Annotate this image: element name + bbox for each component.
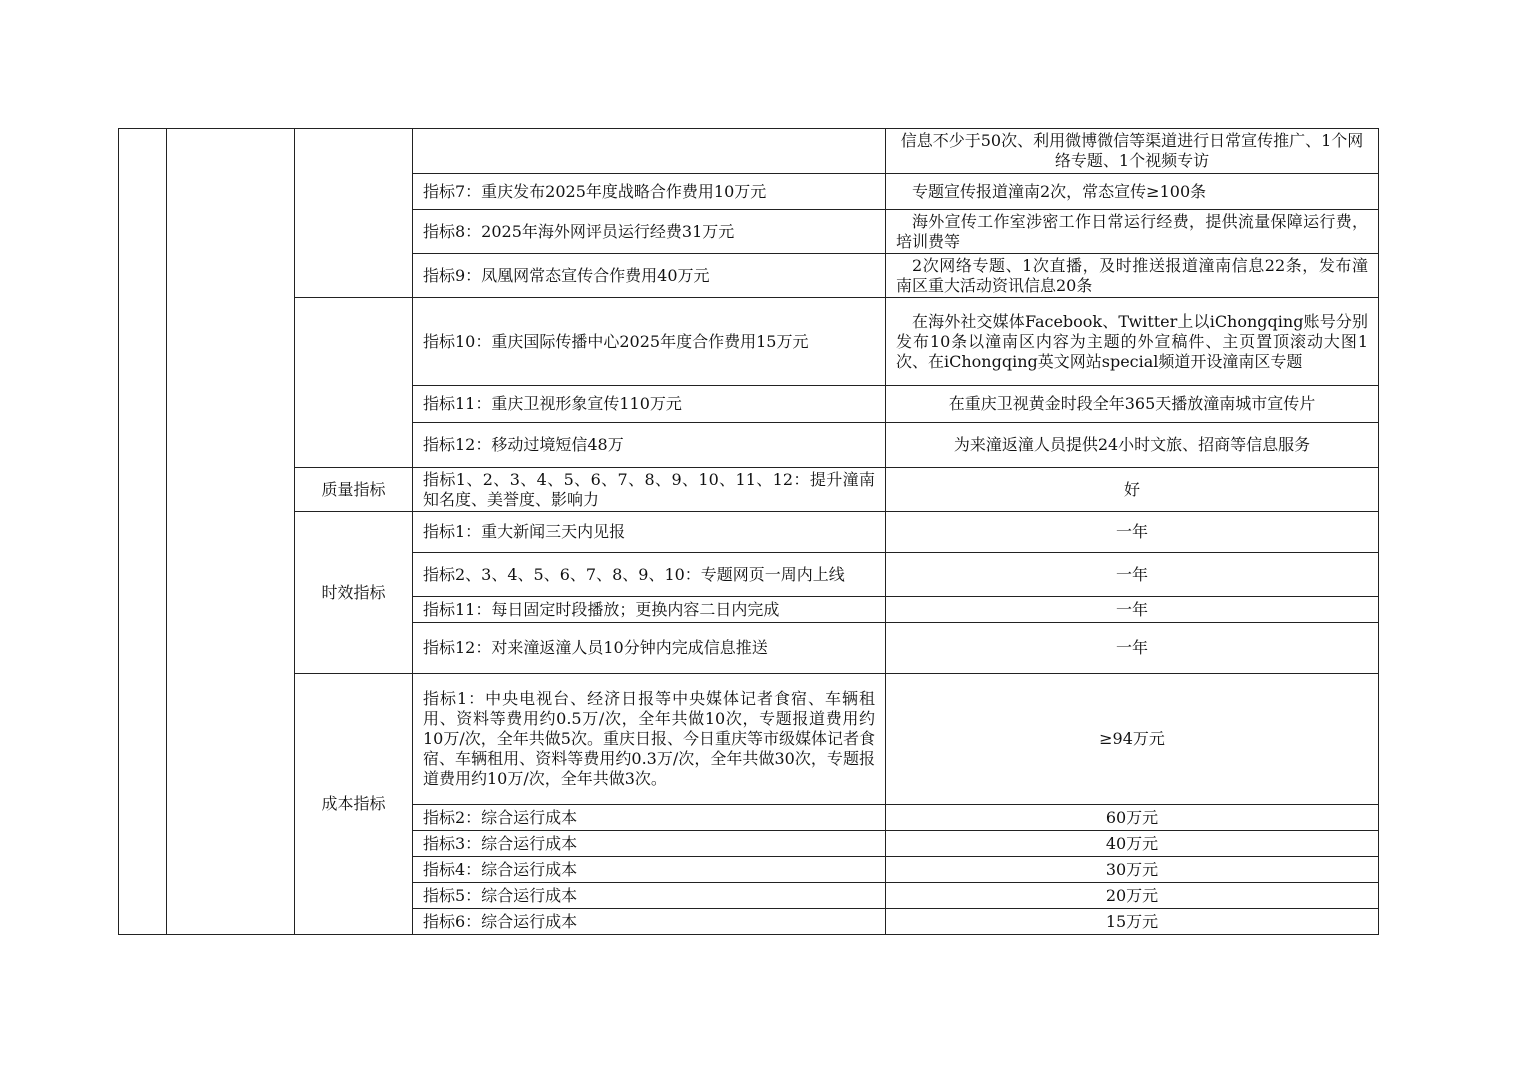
indicator-cell: 指标2、3、4、5、6、7、8、9、10：专题网页一周内上线 bbox=[413, 553, 886, 597]
indicator-cell: 指标9：凤凰网常态宣传合作费用40万元 bbox=[413, 254, 886, 298]
value-cell: 40万元 bbox=[886, 831, 1379, 857]
indicator-cell: 指标12：对来潼返潼人员10分钟内完成信息推送 bbox=[413, 623, 886, 674]
category-cell: 时效指标 bbox=[295, 512, 413, 674]
value-cell: 为来潼返潼人员提供24小时文旅、招商等信息服务 bbox=[886, 423, 1379, 468]
table-row bbox=[119, 674, 1379, 805]
value-cell: 一年 bbox=[886, 512, 1379, 553]
value-cell: 好 bbox=[886, 468, 1379, 512]
value-cell: 一年 bbox=[886, 553, 1379, 597]
value-cell: 海外宣传工作室涉密工作日常运行经费，提供流量保障运行费，培训费等 bbox=[886, 210, 1379, 254]
category-cell bbox=[295, 298, 413, 468]
level2-cell bbox=[167, 129, 295, 935]
value-cell: 专题宣传报道潼南2次，常态宣传≥100条 bbox=[886, 174, 1379, 210]
indicator-cell: 指标10：重庆国际传播中心2025年度合作费用15万元 bbox=[413, 298, 886, 386]
table-row bbox=[119, 298, 1379, 386]
category-cell: 成本指标 bbox=[295, 674, 413, 935]
table-row bbox=[119, 468, 1379, 512]
indicator-cell: 指标11：重庆卫视形象宣传110万元 bbox=[413, 386, 886, 423]
value-cell: ≥94万元 bbox=[886, 674, 1379, 805]
value-cell: 在重庆卫视黄金时段全年365天播放潼南城市宣传片 bbox=[886, 386, 1379, 423]
level1-cell bbox=[119, 129, 167, 935]
indicator-cell: 指标7：重庆发布2025年度战略合作费用10万元 bbox=[413, 174, 886, 210]
indicator-cell: 指标5：综合运行成本 bbox=[413, 883, 886, 909]
indicator-cell: 指标6：综合运行成本 bbox=[413, 909, 886, 935]
value-cell: 30万元 bbox=[886, 857, 1379, 883]
value-cell: 一年 bbox=[886, 597, 1379, 623]
indicator-cell: 指标3：综合运行成本 bbox=[413, 831, 886, 857]
value-cell: 20万元 bbox=[886, 883, 1379, 909]
indicator-cell: 指标4：综合运行成本 bbox=[413, 857, 886, 883]
indicator-cell bbox=[413, 129, 886, 174]
indicator-cell: 指标1、2、3、4、5、6、7、8、9、10、11、12：提升潼南知名度、美誉度、影响力 bbox=[413, 468, 886, 512]
indicator-cell: 指标2：综合运行成本 bbox=[413, 805, 886, 831]
indicator-cell: 指标8：2025年海外网评员运行经费31万元 bbox=[413, 210, 886, 254]
value-cell: 15万元 bbox=[886, 909, 1379, 935]
category-cell: 质量指标 bbox=[295, 468, 413, 512]
indicator-table bbox=[118, 128, 1379, 935]
indicator-cell: 指标1：中央电视台、经济日报等中央媒体记者食宿、车辆租用、资料等费用约0.5万/次，全年共做10次，专题报道费用约10万/次，全年共做5次。重庆日报、今日重庆等市级媒体记者食宿、车辆租用、资料等费用约0.3万/次，全年共做30次，专题报道费用约10万/次，全年共做3次。 bbox=[413, 674, 886, 805]
table-row bbox=[119, 512, 1379, 553]
value-cell: 60万元 bbox=[886, 805, 1379, 831]
value-cell: 信息不少于50次、利用微博微信等渠道进行日常宣传推广、1个网络专题、1个视频专访 bbox=[886, 129, 1379, 174]
value-cell: 2次网络专题、1次直播，及时推送报道潼南信息22条，发布潼南区重大活动资讯信息20条 bbox=[886, 254, 1379, 298]
indicator-cell: 指标11：每日固定时段播放；更换内容二日内完成 bbox=[413, 597, 886, 623]
table-row bbox=[119, 129, 1379, 174]
indicator-cell: 指标12：移动过境短信48万 bbox=[413, 423, 886, 468]
indicator-cell: 指标1：重大新闻三天内见报 bbox=[413, 512, 886, 553]
category-cell bbox=[295, 129, 413, 298]
value-cell: 在海外社交媒体Facebook、Twitter上以iChongqing账号分别发布10条以潼南区内容为主题的外宣稿件、主页置顶滚动大图1次、在iChongqing英文网站special频道开设潼南区专题 bbox=[886, 298, 1379, 386]
value-cell: 一年 bbox=[886, 623, 1379, 674]
